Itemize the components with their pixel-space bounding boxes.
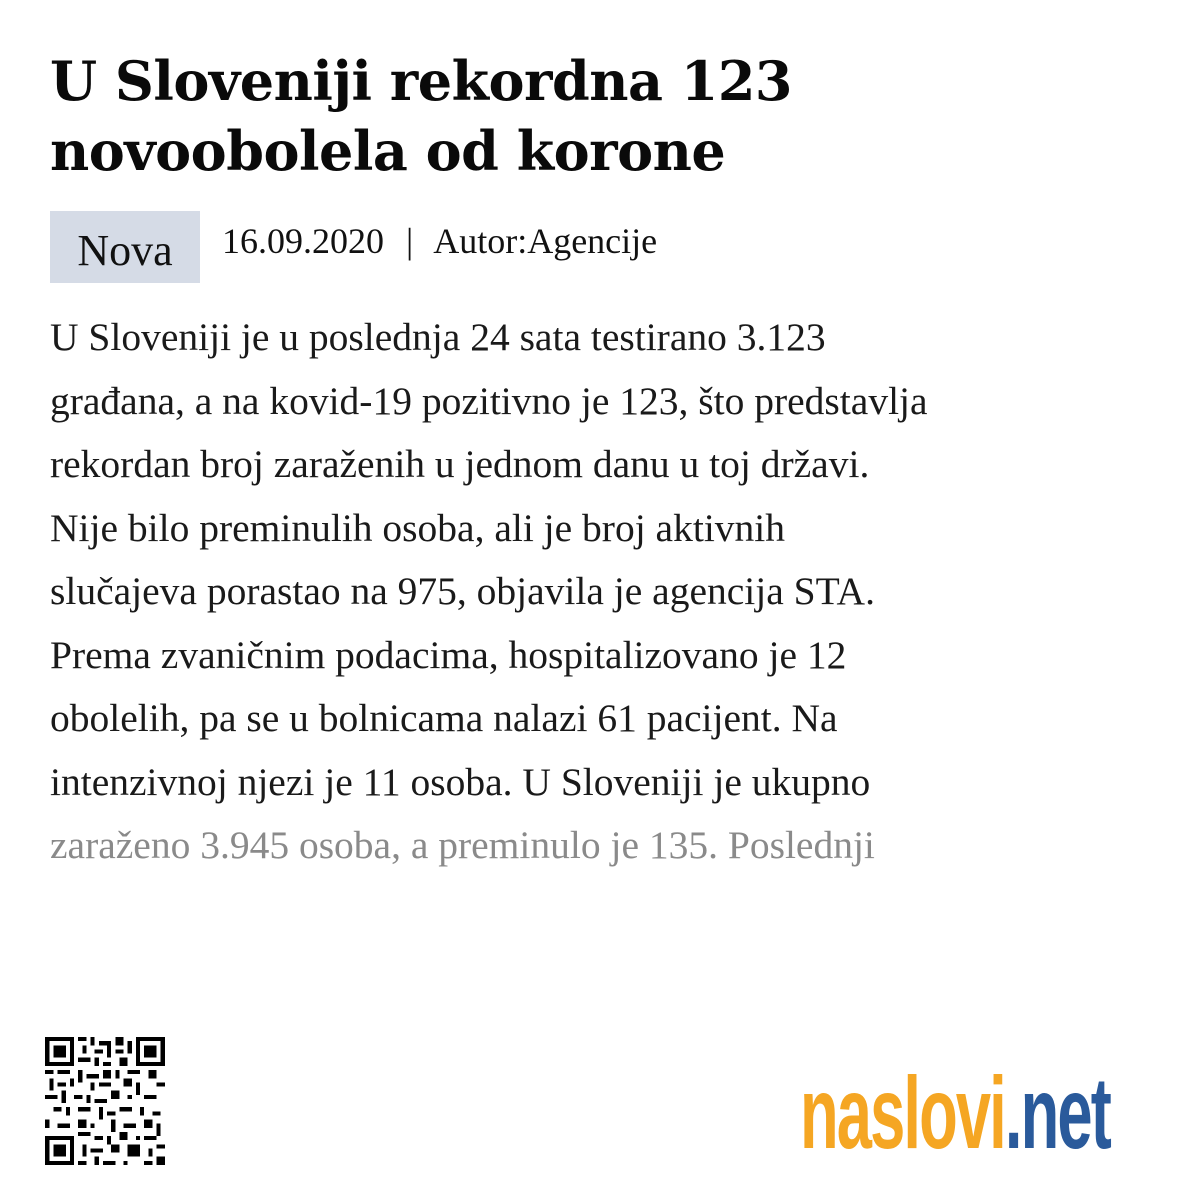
body-line: Nije bilo preminulih osoba, ali je broj aktivnih: [50, 505, 786, 550]
logo-part-net: .net: [1004, 1056, 1110, 1170]
article-body: [50, 306, 1160, 878]
body-line: slučajeva porastao na 975, objavila je agencija STA.: [50, 569, 875, 613]
naslovi-logo[interactable]: [800, 1056, 1110, 1172]
body-line-faded: zaraženo 3.945 osoba, a preminulo je 135. Poslednji: [50, 823, 875, 867]
author-label: Autor:Agencije: [433, 221, 658, 261]
body-line: obolelih, pa se u bolnicama nalazi 61 pacijent. Na: [50, 696, 838, 740]
body-line: U Sloveniji je u poslednja 24 sata testirano 3.123: [50, 315, 826, 359]
category-badge[interactable]: Nova: [50, 211, 200, 283]
qr-code-icon[interactable]: [45, 1037, 165, 1165]
body-line: Prema zvaničnim podacima, hospitalizovano je 12: [50, 632, 847, 677]
body-line: rekordan broj zaraženih u jednom danu u toj državi.: [50, 442, 870, 486]
meta-info: [222, 211, 657, 263]
logo-part-naslovi: naslovi: [800, 1056, 1005, 1170]
title-line-2: novoobolela od korone: [50, 119, 726, 183]
body-line: intenzivnoj njezi je 11 osoba. U Sloveniji je ukupno: [50, 759, 871, 804]
body-line: građana, a na kovid-19 pozitivno je 123, što predstavlja: [50, 378, 928, 423]
article-title: [50, 46, 1150, 186]
meta-separator: |: [406, 221, 414, 261]
title-line-1: U Sloveniji rekordna 123: [50, 49, 792, 113]
article-meta: [50, 211, 657, 283]
publish-date: 16.09.2020: [222, 221, 384, 261]
